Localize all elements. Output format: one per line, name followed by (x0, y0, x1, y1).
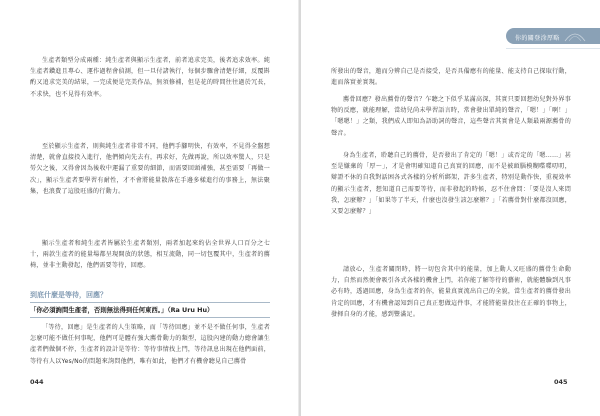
quote-bottom-rule (30, 317, 270, 318)
paragraph: 身為生產者，聆聽自己的薦骨，是否發出了肯定的「嗯！」或否定的「嗯……」甚至是嫌棄的「厚～」，才是會明確知道自己真實的回應，而不是被頭腦模糊喋喋叨叨，辯證不休的自我對話困各式各樣的分析所綁架，許多生產者，特別是動作快，重視效率的顯示生產者，想知道自己需要等待，而非發起的時候，忍不住會問：「要是沒人來問我，怎麼辦？」「如果等了半天，什麼也沒發生該怎麼辦？」「若薦骨對什麼都沒回應，又要怎麼辦？」 (331, 152, 571, 216)
paragraph: 顯示生產者和純生產者皆屬於生產者類別，兩者加起來約佔全世界人口百分之七十，兩款生產者的能量場都呈現開放的狀態，相互流動，同一切包覆其中，生產者的薦椅，並非主動發起，他們需要等待，回應。 (30, 240, 270, 270)
paragraph: 薦骨回應？發出薦骨的聲音？乍聽之下似乎某滿高深，其實只要回想幼兒對外界事物的反應，就能理解，當幼兒尚未學習語言時，常會發出單純的聲音，「嗯！」「啊！」「嗯嗯！」之類，我們成人即知為語助詞的聲音，這些聲音其實會是人類最兩源薦骨的聲音。 (331, 96, 571, 137)
page-number: 044 (30, 378, 44, 386)
right-page (301, 0, 600, 416)
paragraph: 至於顯示生產者，則與純生產者非常不同，他們手腳明快，有效率，不見得全盤想清楚，就會直接投入進行，他們傾向先去有，再求好，先做再說，所以效率驚人，只是勞欠之後，又得會因為後收中運漏了重要的細節，而需要回頭補強，甚至需要「再做一次」，顯示生產者要學習有耐性，才不會將能量散落在手邊多樣進行的事務上，無法聚集，也浪費了這股旺盛的行動力。 (30, 143, 270, 195)
quote-top-rule (30, 302, 270, 303)
running-title: 你的關登涂厚略 (515, 35, 560, 42)
paragraph: 所發出的聲音，邀而分辨自己是否接受，是否具備應有的能量、能支持自己探取行動，進而落實並實現。 (331, 68, 571, 87)
header-ornament-icon (563, 29, 587, 43)
section-heading: 到底什麼是等待，回應？ (30, 291, 107, 299)
quote: 「你必須詢問生產者，否則無法得到任何東西。」（Ra Uru Hu） (30, 306, 214, 314)
paragraph: 生產者類型分成兩種：純生產者與顯示生產者，前者追求完美，後者追求效率。純生產者鑽進且專心、運作過程會偵測，但一旦付諸執行，每個步驟會清楚仔細，反覆斟酌又追求完美的結果，一完成便是完美作品，無須修補，但是花的時間往往過於冗長，不求快，也不見得有效率。 (30, 57, 270, 98)
left-page (0, 0, 299, 416)
page-number: 045 (554, 378, 568, 386)
paragraph: 「等待，回應」是生產者的人生策略，而「等待回應」並不是不做任何事，生產者怎麼可能不做任何事呢，他們可是體有強大薦骨動力的類型，這股內建的動力總會讓生產者們做個不停，生產者的設計是等待：等待事情找上門，等待訊息出現在他們面前，等待有人以Yes/No的問題來詢問他們，唯有如此，他們才有機會聽見自己薦骨 (30, 324, 270, 365)
header-rule (506, 48, 600, 49)
paragraph: 請放心，生產者關閉時，將一切包含其中的能量，加上動人又旺盛的薦骨生命動力，自然而然便會吸引各式各樣的機會上門，若你能了解等待的藝術，就能體驗到凡事必有時，透過回應，身為生產者的你，能量真實流出自己的全貌，當生產者的薦骨發出肯定的回應，才有機會認知到自己真正想做這件事，才能將能量投注在正確的事物上，發揮自身的才能，感到豐滿足。 (331, 266, 571, 318)
